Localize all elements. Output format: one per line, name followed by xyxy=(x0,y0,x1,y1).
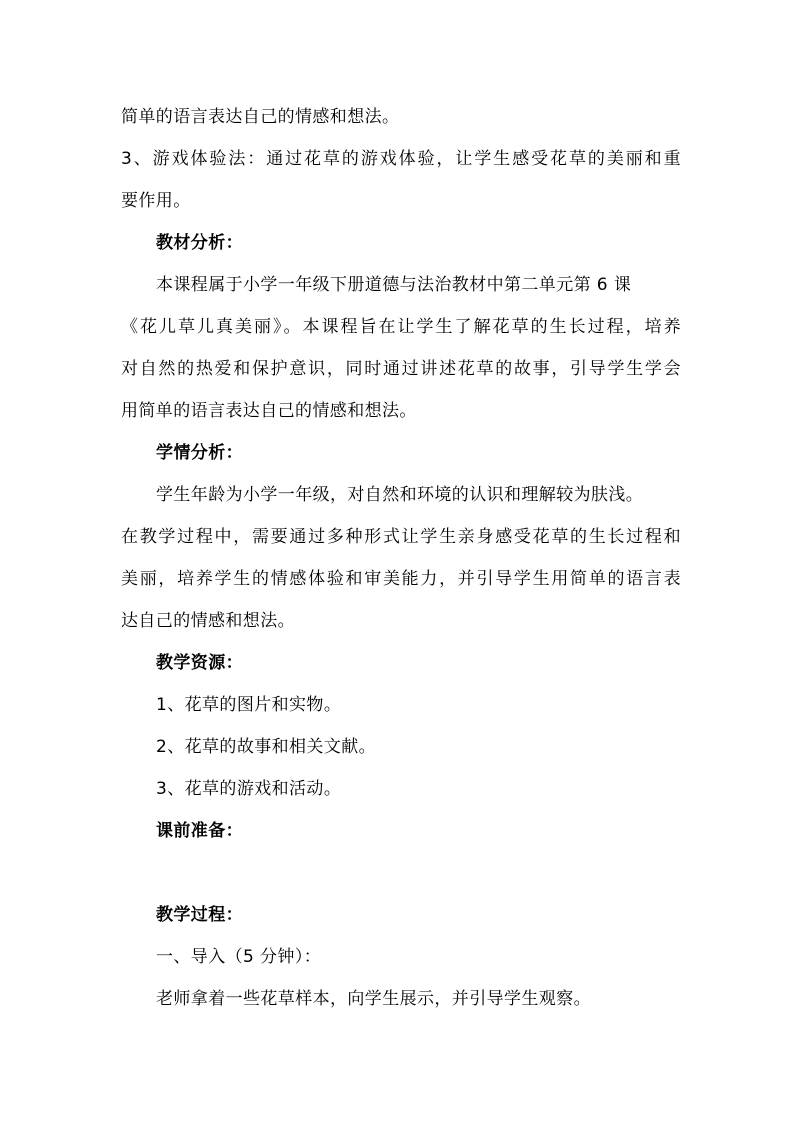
paragraph-line: 要作用。 xyxy=(121,191,191,211)
section-heading-teaching-resources: 教学资源： xyxy=(156,653,243,673)
paragraph-line: 《花儿草儿真美丽》。本课程旨在让学生了解花草的生长过程，培养 xyxy=(121,317,681,337)
list-item: 1、花草的图片和实物。 xyxy=(156,695,342,715)
list-item: 3、花草的游戏和活动。 xyxy=(156,779,342,799)
paragraph-line: 用简单的语言表达自己的情感和想法。 xyxy=(121,401,417,421)
paragraph-line: 达自己的情感和想法。 xyxy=(121,611,295,631)
paragraph-line: 本课程属于小学一年级下册道德与法治教材中第二单元第 6 课 xyxy=(156,275,632,295)
section-heading-teaching-process: 教学过程： xyxy=(156,905,243,925)
paragraph-line: 老师拿着一些花草样本，向学生展示，并引导学生观察。 xyxy=(156,989,591,1009)
process-step-heading: 一、导入（5 分钟）： xyxy=(156,947,322,967)
paragraph-line: 美丽，培养学生的情感体验和审美能力，并引导学生用简单的语言表 xyxy=(121,569,681,589)
section-heading-preparation: 课前准备： xyxy=(156,821,243,841)
paragraph-line: 在教学过程中，需要通过多种形式让学生亲身感受花草的生长过程和 xyxy=(121,527,681,547)
paragraph-line: 3、游戏体验法：通过花草的游戏体验，让学生感受花草的美丽和重 xyxy=(121,149,681,169)
paragraph-line: 简单的语言表达自己的情感和想法。 xyxy=(121,107,400,127)
paragraph-line: 对自然的热爱和保护意识，同时通过讲述花草的故事，引导学生学会 xyxy=(121,359,681,379)
section-heading-textbook-analysis: 教材分析： xyxy=(156,233,243,253)
section-heading-student-analysis: 学情分析： xyxy=(156,443,243,463)
list-item: 2、花草的故事和相关文献。 xyxy=(156,737,377,757)
paragraph-line: 学生年龄为小学一年级，对自然和环境的认识和理解较为肤浅。 xyxy=(156,485,644,505)
